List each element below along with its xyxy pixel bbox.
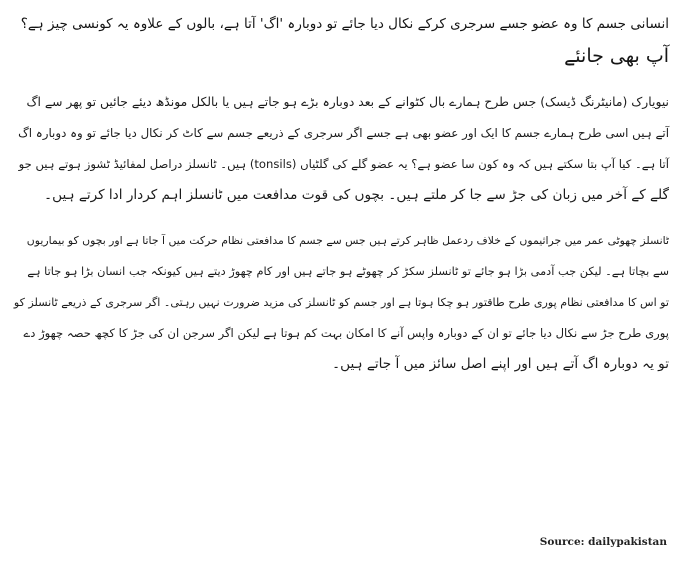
paragraph-line: ٹانسلز چھوٹی عمر میں جراثیموں کے خلاف ردعمل ظاہر کرتے ہیں جس سے جسم کا مدافعتی نظام حرکت میں آ جاتا ہے اور بچوں کو بیماریوں	[26, 234, 669, 247]
paragraph-line: تو اس کا مدافعتی نظام پوری طرح طاقتور ہو چکا ہوتا ہے اور جسم کو ٹانسلز کی مزید ضرورت نہیں رہتی۔ اگر سرجری کے ذریعے ٹانسلز کو	[13, 296, 669, 309]
article-paragraph	[14, 225, 669, 380]
article	[14, 8, 669, 380]
article-headline	[14, 8, 669, 72]
paragraph-line: تو یہ دوبارہ اگ آتے ہیں اور اپنے اصل سائز میں آ جاتے ہیں۔	[332, 356, 669, 372]
paragraph-line: آتا ہے۔ کیا آپ بتا سکتے ہیں کہ وہ کون سا عضو ہے؟ یہ عضو گلے کی گلٹیاں (tonsils) ہیں۔ ٹانسلز دراصل لمفائیڈ ٹشوز ہوتے ہیں جو	[18, 157, 669, 171]
paragraph-line: سے بچاتا ہے۔ لیکن جب آدمی بڑا ہو جائے تو ٹانسلز سکڑ کر چھوٹے ہو جاتے ہیں اور کام چھوڑ دیتے ہیں کیونکہ جب انسان بڑا ہو جاتا ہے	[27, 264, 669, 278]
headline-line: آپ بھی جانئے	[564, 45, 669, 67]
article-paragraph	[14, 87, 669, 211]
source-credit: Source: dailypakistan	[539, 536, 667, 548]
paragraph-line: نیویارک (مانیٹرنگ ڈیسک) جس طرح ہمارے بال کٹوانے کے بعد دوبارہ بڑے ہو جاتے ہیں یا بالکل مونڈھ دیئے جائیں تو پھر سے اگ	[26, 95, 669, 109]
headline-line: انسانی جسم کا وہ عضو جسے سرجری کرکے نکال دیا جائے تو دوبارہ 'اگ' آتا ہے، بالوں کے علاوہ یہ کونسی چیز ہے؟	[20, 16, 669, 32]
paragraph-line: گلے کے آخر میں زبان کی جڑ سے جا کر ملتے ہیں۔ بچوں کی قوت مدافعت میں ٹانسلز اہم کردار ادا کرتے ہیں۔	[44, 187, 669, 203]
paragraph-line: آتے ہیں اسی طرح ہمارے جسم کا ایک اور عضو بھی ہے جسے اگر سرجری کے ذریعے جسم سے کاٹ کر نکال دیا جائے تو وہ دوبارہ اگ	[18, 126, 669, 140]
paragraph-line: پوری طرح جڑ سے نکال دیا جائے تو ان کے دوبارہ واپس آنے کا امکان بہت کم ہوتا ہے لیکن اگر سرجن ان کی جڑ کا کچھ حصہ چھوڑ دے	[23, 326, 669, 340]
